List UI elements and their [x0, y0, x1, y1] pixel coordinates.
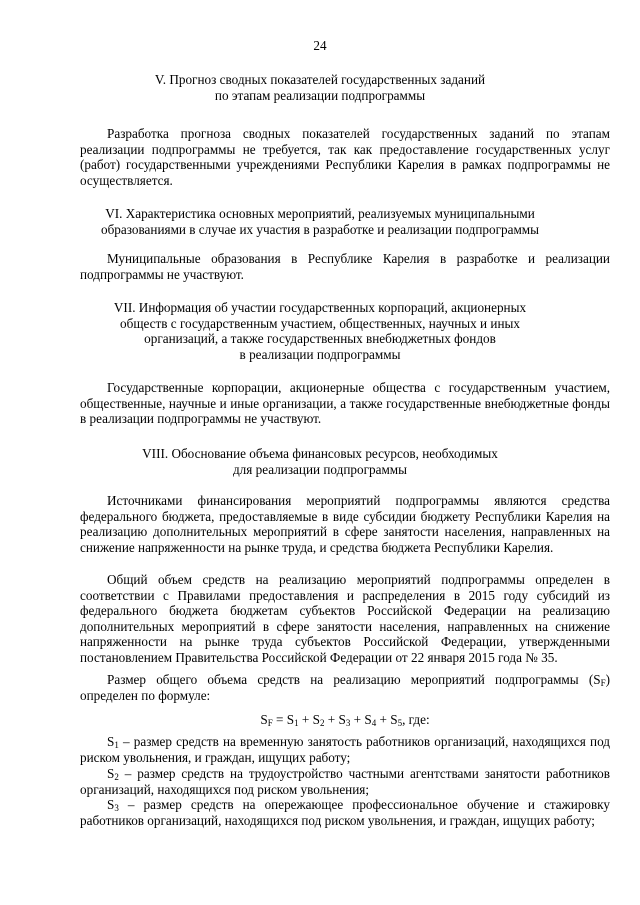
heading-line: для реализации подпрограммы — [232, 461, 408, 477]
formula-subscript: 5 — [397, 718, 403, 728]
paragraph-text: ) определен по формуле: — [80, 672, 610, 703]
def-symbol: S — [107, 797, 115, 812]
definition-s2 — [80, 766, 610, 797]
section-viii-paragraph-3 — [80, 672, 610, 703]
formula-subscript: 2 — [319, 718, 325, 728]
heading-line: в реализации подпрограммы — [239, 346, 401, 362]
heading-line: V. Прогноз сводных показателей государственных заданий — [154, 72, 486, 87]
paragraph-text: Размер общего объема средств на реализацию мероприятий подпрограммы (S — [107, 672, 601, 687]
heading-line: VII. Информация об участии государственных корпораций, акционерных — [113, 300, 527, 315]
page-number: 24 — [313, 38, 327, 53]
section-vi-heading — [80, 206, 560, 237]
section-v-heading — [100, 72, 540, 103]
section-viii-heading — [100, 446, 540, 477]
def-text: – размер средств на опережающее профессиональное обучение и стажировку работников организаций, находящихся под риском увольнения, и граждан, ищущих работу; — [80, 797, 610, 828]
heading-line: VI. Характеристика основных мероприятий, реализуемых муниципальными — [105, 206, 535, 221]
def-subscript: 3 — [114, 803, 119, 813]
subscript: F — [600, 678, 606, 688]
formula-symbol: S — [286, 712, 295, 727]
def-text: – размер средств на временную занятость работников организаций, находящихся под риском увольнения, и граждан, ищущих работу; — [80, 734, 610, 765]
formula-tail: , где: — [402, 712, 430, 727]
section-v-body: Разработка прогноза сводных показателей государственных заданий по этапам реализации подпрограммы не требуется, так как предоставление государственных услуг (работ) государственными учреждениями Республики Карелия в рамках подпрограммы не осуществляется. — [80, 126, 610, 188]
def-subscript: 1 — [114, 740, 119, 750]
heading-line: VIII. Обоснование объема финансовых ресурсов, необходимых — [142, 446, 498, 461]
formula-subscript: 3 — [345, 718, 351, 728]
formula-symbol: S — [390, 712, 398, 727]
section-vii-body: Государственные корпорации, акционерные общества с государственным участием, общественные, научные и иные организации, а также государственные внебюджетные фонды в реализации подпрограммы не участвуют. — [80, 380, 610, 427]
section-vii-heading — [100, 300, 540, 362]
formula-subscript: F — [267, 718, 273, 728]
definition-s3 — [80, 797, 610, 828]
section-vi-body: Муниципальные образования в Республике Карелия в разработке и реализации подпрограммы не участвуют. — [80, 251, 610, 282]
heading-line: образованиями в случае их участия в разработке и реализации подпрограммы — [101, 221, 539, 237]
definition-s1 — [80, 734, 610, 765]
formula-symbol: S — [338, 712, 346, 727]
section-viii-paragraph-2: Общий объем средств на реализацию мероприятий подпрограммы определен в соответствии с Правилами предоставления и распределения в 2015 году субсидий из федерального бюджета бюджетам субъектов Российской Федерации на реализацию дополнительных мероприятий в сфере занятости населения, направленных на снижение напряженности на рынке труда субъектов Российской Федерации, утвержденными постановлением Правительства Российской Федерации от 22 января 2015 года № 35. — [80, 572, 610, 665]
formula-symbol: S — [364, 712, 372, 727]
def-subscript: 2 — [114, 772, 119, 782]
heading-line: обществ с государственным участием, общественных, научных и иных — [120, 315, 520, 331]
formula-symbol: S — [312, 712, 320, 727]
def-text: – размер средств на трудоустройство частными агентствами занятости работников организаций, находящихся под риском увольнения; — [80, 766, 610, 797]
heading-line: по этапам реализации подпрограммы — [214, 87, 426, 103]
def-symbol: S — [107, 766, 115, 781]
def-symbol: S — [107, 734, 115, 749]
formula-symbol: S — [260, 712, 268, 727]
formula-subscript: 1 — [294, 718, 299, 728]
heading-line: организаций, а также государственных внебюджетных фондов — [144, 331, 496, 347]
formula-subscript: 4 — [371, 718, 377, 728]
formula: $S_F = S_1 + S_2 + S_3 + S_4 + S_5$, где: — [260, 712, 430, 728]
section-viii-paragraph-1: Источниками финансирования мероприятий подпрограммы являются средства федерального бюджета, предоставляемые в виде субсидии бюджету Республики Карелия на реализацию дополнительных мероприятий в сфере занятости населения, направленных на снижение напряженности на рынке труда, и средства бюджета Республики Карелия. — [80, 493, 610, 555]
